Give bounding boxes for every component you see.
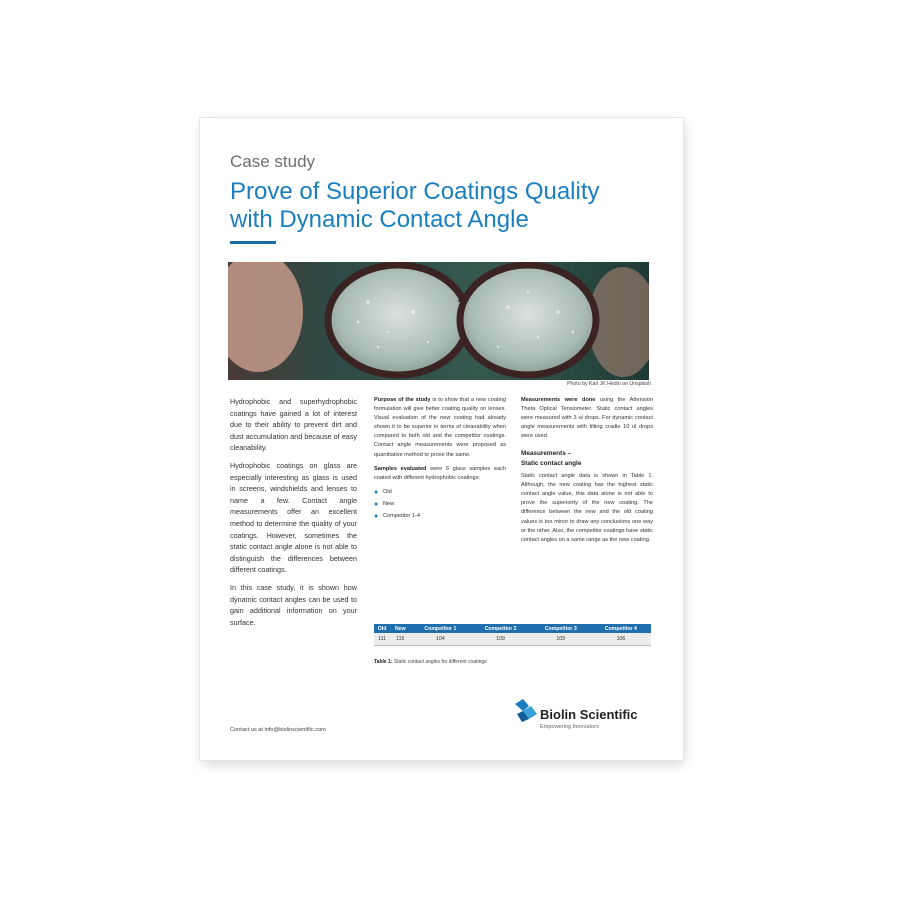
purpose-lead: Purpose of the study bbox=[374, 397, 431, 403]
brand-name: Biolin Scientific bbox=[540, 707, 638, 722]
purpose-paragraph bbox=[374, 396, 506, 460]
static-contact-angle-paragraph: Static contact angle data is shown in Table 1. Although, the new coating has the highest static contact angle value, this data alone is not able to prove the superiority of the new coating. The difference between the new and the old coating values is too minor to draw any conclusions one way or the other. Also, the competitor coatings have static contact angles on a same range as the new coating. bbox=[521, 473, 653, 543]
document-title bbox=[230, 178, 650, 234]
table-header-cell: Competitor 3 bbox=[531, 624, 591, 633]
bullet-icon: ● bbox=[374, 500, 379, 508]
eyeglasses-photo bbox=[228, 262, 649, 380]
measurements-lead: Measurements were done bbox=[521, 397, 596, 403]
measurements-paragraph bbox=[521, 396, 653, 441]
photo-credit: Photo by Karl JK Hedin on Unsplash bbox=[567, 381, 651, 387]
table-header-cell: Competitor 4 bbox=[591, 624, 651, 633]
bullet-icon: ● bbox=[374, 488, 379, 496]
samples-lead: Samples evaluated bbox=[374, 465, 427, 472]
samples-list bbox=[374, 488, 506, 521]
table-cell: 109 bbox=[531, 633, 591, 646]
table-cell: 115 bbox=[390, 633, 410, 646]
table-header-cell: Old bbox=[374, 624, 390, 633]
samples-text: were 6 glass samples each coated with different hydrophobic coatings: bbox=[374, 465, 506, 481]
list-item: ● Old bbox=[374, 488, 392, 496]
table-cell: 104 bbox=[410, 633, 470, 646]
purpose-column bbox=[374, 396, 506, 524]
eyeglasses-illustration bbox=[228, 262, 649, 380]
samples-paragraph bbox=[374, 465, 506, 483]
table-cell: 111 bbox=[374, 633, 390, 646]
intro-paragraph-1: Hydrophobic and superhydrophobic coatings have gained a lot of interest due to their ability to prevent dirt and dust accumulation and because of easy cleanability. bbox=[230, 397, 357, 453]
table-caption: Table 1: Static contact angles for different coatings bbox=[374, 659, 487, 665]
table-row bbox=[374, 633, 651, 646]
title-line-2: with Dynamic Contact Angle bbox=[230, 206, 529, 233]
title-line-1: Prove of Superior Coatings Quality bbox=[230, 178, 600, 205]
intro-paragraph-3: In this case study, it is shown how dynamic contact angles can be used to gain additional information on your surface. bbox=[230, 582, 357, 627]
purpose-text: is to show that a new coating formulation will give better coating quality on lenses. Visual evaluation of the new coating had already shown it to be superior in terms of cleanability when compared to both old and the competitor coatings. Contact angle measurements were proposed as quantitative method to prove the same. bbox=[374, 397, 506, 458]
table-cell: 106 bbox=[591, 633, 651, 646]
table-header-row bbox=[374, 624, 651, 633]
table-cell: 109 bbox=[470, 633, 530, 646]
document-category: Case study bbox=[230, 152, 316, 171]
measurements-text: using the Attension Theta Optical Tensiometer. Static contact angles were measured with 3 ul drops. For dynamic contact angle measurements with tilting cradle 10 ul drops were used. bbox=[521, 397, 653, 440]
contact-text: Contact us at info@biolinscientific.com bbox=[230, 727, 326, 733]
table-header-cell: Competitor 2 bbox=[470, 624, 530, 633]
intro-paragraph-2: Hydrophobic coatings on glass are especially interesting as glass is used in screens, windshields and lenses to name a few. Contact angle measurements offer an excellent method to determine the quality of your coatings. However, sometimes the static contact angle alone is not able to distinguish the differences between different coatings. bbox=[230, 460, 357, 575]
static-contact-angle-heading: Measurements – Static contact angle bbox=[521, 450, 582, 468]
document-page bbox=[199, 117, 684, 761]
list-item: ● Competitor 1-4 bbox=[374, 513, 420, 521]
contact-angle-table bbox=[374, 624, 651, 646]
title-underline bbox=[230, 241, 276, 244]
measurements-column bbox=[521, 396, 653, 550]
table-header-cell: Competitor 1 bbox=[410, 624, 470, 633]
intro-column bbox=[230, 396, 357, 634]
brand-tagline: Empowering Innovators bbox=[540, 724, 599, 730]
table-header-cell: New bbox=[390, 624, 410, 633]
bullet-icon: ● bbox=[374, 513, 379, 521]
list-item: ● New bbox=[374, 500, 395, 508]
